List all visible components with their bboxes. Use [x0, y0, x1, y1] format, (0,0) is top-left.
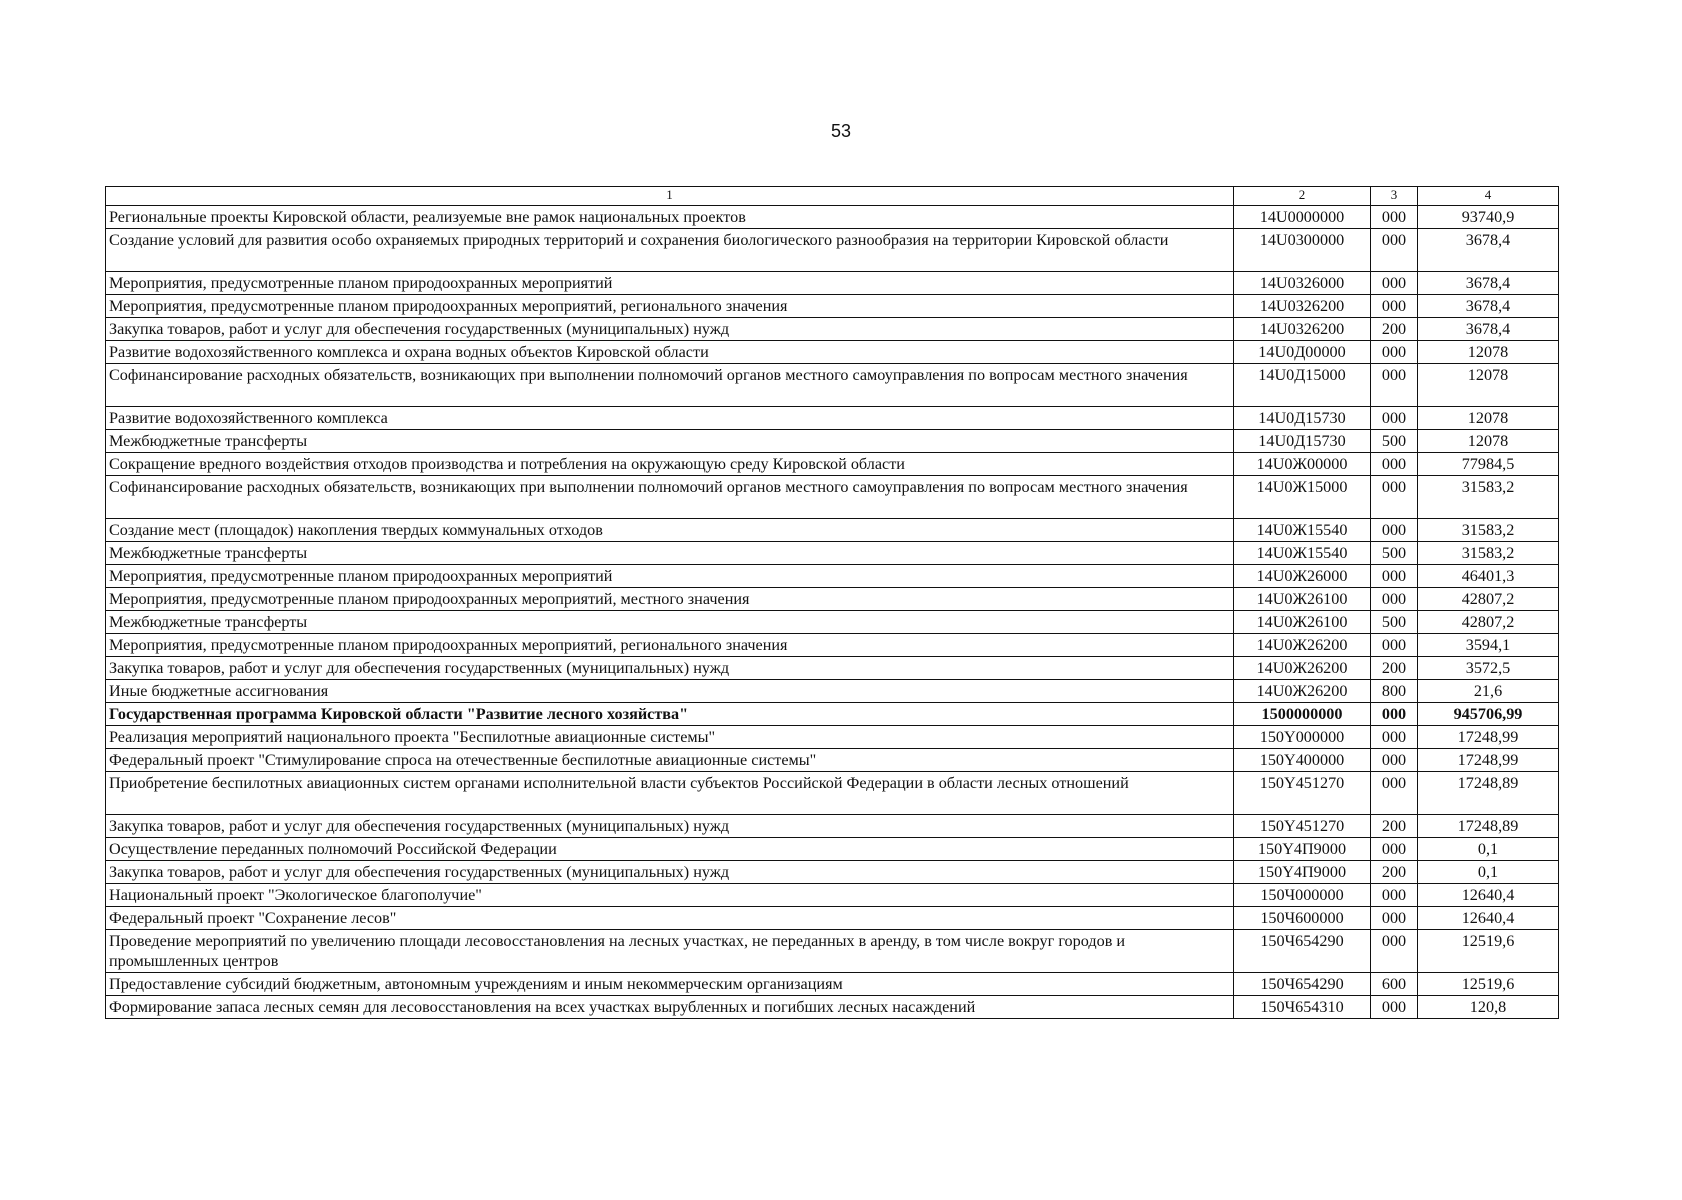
row-code-cell: 150Y451270	[1234, 815, 1371, 838]
row-name-cell: Межбюджетные трансферты	[106, 542, 1234, 565]
table-row	[106, 206, 1559, 229]
table-row	[106, 565, 1559, 588]
row-code-cell: 14U0300000	[1234, 229, 1371, 272]
row-amount-cell: 3678,4	[1418, 318, 1559, 341]
row-amount-cell: 42807,2	[1418, 588, 1559, 611]
row-name-cell: Федеральный проект "Стимулирование спроса на отечественные беспилотные авиационные системы"	[106, 749, 1234, 772]
row-amount-cell: 12078	[1418, 407, 1559, 430]
table-row	[106, 341, 1559, 364]
row-name-cell: Создание мест (площадок) накопления твердых коммунальных отходов	[106, 519, 1234, 542]
row-amount-cell: 120,8	[1418, 996, 1559, 1019]
row-name-cell: Межбюджетные трансферты	[106, 611, 1234, 634]
table-row	[106, 229, 1559, 272]
row-amount-cell: 945706,99	[1418, 703, 1559, 726]
row-type-cell: 000	[1371, 295, 1418, 318]
table-row	[106, 772, 1559, 815]
row-amount-cell: 12078	[1418, 430, 1559, 453]
row-type-cell: 000	[1371, 476, 1418, 519]
row-code-cell: 1500000000	[1234, 703, 1371, 726]
row-name-cell: Приобретение беспилотных авиационных систем органами исполнительной власти субъектов Российской Федерации в области лесных отношений	[106, 772, 1234, 815]
table-row	[106, 726, 1559, 749]
row-type-cell: 000	[1371, 407, 1418, 430]
row-type-cell: 000	[1371, 588, 1418, 611]
row-code-cell: 14U0Ж15540	[1234, 519, 1371, 542]
table-row	[106, 657, 1559, 680]
row-amount-cell: 3594,1	[1418, 634, 1559, 657]
row-code-cell: 150Ч654310	[1234, 996, 1371, 1019]
row-type-cell: 200	[1371, 861, 1418, 884]
row-code-cell: 14U0326200	[1234, 295, 1371, 318]
table-row	[106, 611, 1559, 634]
row-code-cell: 14U0Ж26200	[1234, 657, 1371, 680]
row-type-cell: 500	[1371, 542, 1418, 565]
row-name-cell: Мероприятия, предусмотренные планом природоохранных мероприятий, регионального значения	[106, 295, 1234, 318]
row-code-cell: 150Ч654290	[1234, 930, 1371, 973]
row-code-cell: 150Ч654290	[1234, 973, 1371, 996]
row-type-cell: 000	[1371, 272, 1418, 295]
row-amount-cell: 31583,2	[1418, 519, 1559, 542]
header-col-3: 3	[1371, 187, 1418, 206]
table-row	[106, 815, 1559, 838]
row-code-cell: 150Y4П9000	[1234, 861, 1371, 884]
table-row	[106, 838, 1559, 861]
row-amount-cell: 12519,6	[1418, 973, 1559, 996]
row-code-cell: 150Ч600000	[1234, 907, 1371, 930]
row-amount-cell: 17248,99	[1418, 749, 1559, 772]
row-name-cell: Софинансирование расходных обязательств, возникающих при выполнении полномочий органов местного самоуправления по вопросам местного значения	[106, 476, 1234, 519]
row-name-cell: Формирование запаса лесных семян для лесовосстановления на всех участках вырубленных и погибших лесных насаждений	[106, 996, 1234, 1019]
row-type-cell: 000	[1371, 838, 1418, 861]
row-name-cell: Развитие водохозяйственного комплекса и охрана водных объектов Кировской области	[106, 341, 1234, 364]
row-name-cell: Государственная программа Кировской области "Развитие лесного хозяйства"	[106, 703, 1234, 726]
table-row	[106, 680, 1559, 703]
budget-table	[105, 186, 1559, 1019]
row-name-cell: Мероприятия, предусмотренные планом природоохранных мероприятий	[106, 565, 1234, 588]
row-name-cell: Мероприятия, предусмотренные планом природоохранных мероприятий, местного значения	[106, 588, 1234, 611]
row-code-cell: 14U0Ж26000	[1234, 565, 1371, 588]
row-type-cell: 000	[1371, 749, 1418, 772]
row-code-cell: 150Y000000	[1234, 726, 1371, 749]
row-code-cell: 14U0000000	[1234, 206, 1371, 229]
header-col-2: 2	[1234, 187, 1371, 206]
row-name-cell: Сокращение вредного воздействия отходов производства и потребления на окружающую среду Кировской области	[106, 453, 1234, 476]
row-amount-cell: 77984,5	[1418, 453, 1559, 476]
row-code-cell: 14U0Ж26100	[1234, 588, 1371, 611]
table-row	[106, 973, 1559, 996]
table-row	[106, 519, 1559, 542]
row-amount-cell: 17248,99	[1418, 726, 1559, 749]
row-amount-cell: 12078	[1418, 341, 1559, 364]
table-row	[106, 996, 1559, 1019]
row-name-cell: Развитие водохозяйственного комплекса	[106, 407, 1234, 430]
row-amount-cell: 12519,6	[1418, 930, 1559, 973]
row-code-cell: 14U0326000	[1234, 272, 1371, 295]
row-amount-cell: 12640,4	[1418, 907, 1559, 930]
row-amount-cell: 42807,2	[1418, 611, 1559, 634]
row-amount-cell: 3678,4	[1418, 229, 1559, 272]
row-code-cell: 150Y451270	[1234, 772, 1371, 815]
row-code-cell: 14U0Д15730	[1234, 407, 1371, 430]
row-amount-cell: 93740,9	[1418, 206, 1559, 229]
row-name-cell: Иные бюджетные ассигнования	[106, 680, 1234, 703]
row-name-cell: Межбюджетные трансферты	[106, 430, 1234, 453]
row-amount-cell: 17248,89	[1418, 772, 1559, 815]
table-row	[106, 430, 1559, 453]
row-name-cell: Закупка товаров, работ и услуг для обеспечения государственных (муниципальных) нужд	[106, 318, 1234, 341]
row-amount-cell: 21,6	[1418, 680, 1559, 703]
row-type-cell: 000	[1371, 772, 1418, 815]
row-type-cell: 600	[1371, 973, 1418, 996]
table-header-row	[106, 187, 1559, 206]
table-row	[106, 703, 1559, 726]
row-type-cell: 200	[1371, 815, 1418, 838]
row-name-cell: Реализация мероприятий национального проекта "Беспилотные авиационные системы"	[106, 726, 1234, 749]
header-col-1: 1	[106, 187, 1234, 206]
row-type-cell: 000	[1371, 726, 1418, 749]
row-name-cell: Мероприятия, предусмотренные планом природоохранных мероприятий	[106, 272, 1234, 295]
row-name-cell: Предоставление субсидий бюджетным, автономным учреждениям и иным некоммерческим организациям	[106, 973, 1234, 996]
row-type-cell: 000	[1371, 930, 1418, 973]
row-code-cell: 14U0Д15000	[1234, 364, 1371, 407]
table-row	[106, 364, 1559, 407]
row-type-cell: 500	[1371, 611, 1418, 634]
row-type-cell: 000	[1371, 996, 1418, 1019]
row-type-cell: 000	[1371, 453, 1418, 476]
row-code-cell: 14U0Ж15540	[1234, 542, 1371, 565]
row-code-cell: 14U0Д00000	[1234, 341, 1371, 364]
table-row	[106, 930, 1559, 973]
row-type-cell: 000	[1371, 634, 1418, 657]
row-type-cell: 000	[1371, 229, 1418, 272]
row-code-cell: 150Y400000	[1234, 749, 1371, 772]
table-row	[106, 295, 1559, 318]
row-code-cell: 14U0Ж26100	[1234, 611, 1371, 634]
row-name-cell: Софинансирование расходных обязательств, возникающих при выполнении полномочий органов местного самоуправления по вопросам местного значения	[106, 364, 1234, 407]
row-name-cell: Создание условий для развития особо охраняемых природных территорий и сохранения биологического разнообразия на территории Кировской области	[106, 229, 1234, 272]
table-row	[106, 861, 1559, 884]
row-type-cell: 200	[1371, 657, 1418, 680]
table-row	[106, 588, 1559, 611]
table-row	[106, 907, 1559, 930]
row-name-cell: Мероприятия, предусмотренные планом природоохранных мероприятий, регионального значения	[106, 634, 1234, 657]
row-name-cell: Региональные проекты Кировской области, реализуемые вне рамок национальных проектов	[106, 206, 1234, 229]
row-amount-cell: 0,1	[1418, 838, 1559, 861]
table-row	[106, 453, 1559, 476]
row-code-cell: 14U0Ж15000	[1234, 476, 1371, 519]
row-code-cell: 14U0Ж00000	[1234, 453, 1371, 476]
row-amount-cell: 0,1	[1418, 861, 1559, 884]
row-amount-cell: 3678,4	[1418, 295, 1559, 318]
table-body	[106, 206, 1559, 1019]
row-code-cell: 150Y4П9000	[1234, 838, 1371, 861]
row-code-cell: 14U0Д15730	[1234, 430, 1371, 453]
row-type-cell: 000	[1371, 703, 1418, 726]
table-row	[106, 476, 1559, 519]
row-name-cell: Закупка товаров, работ и услуг для обеспечения государственных (муниципальных) нужд	[106, 861, 1234, 884]
table-row	[106, 407, 1559, 430]
table-row	[106, 749, 1559, 772]
table-row	[106, 272, 1559, 295]
row-name-cell: Федеральный проект "Сохранение лесов"	[106, 907, 1234, 930]
row-amount-cell: 46401,3	[1418, 565, 1559, 588]
row-name-cell: Национальный проект "Экологическое благополучие"	[106, 884, 1234, 907]
row-type-cell: 000	[1371, 565, 1418, 588]
row-type-cell: 000	[1371, 341, 1418, 364]
row-name-cell: Осуществление переданных полномочий Российской Федерации	[106, 838, 1234, 861]
table-row	[106, 634, 1559, 657]
row-amount-cell: 12640,4	[1418, 884, 1559, 907]
header-col-4: 4	[1418, 187, 1559, 206]
row-code-cell: 14U0Ж26200	[1234, 680, 1371, 703]
row-type-cell: 000	[1371, 907, 1418, 930]
row-amount-cell: 3678,4	[1418, 272, 1559, 295]
row-amount-cell: 17248,89	[1418, 815, 1559, 838]
row-type-cell: 000	[1371, 519, 1418, 542]
row-type-cell: 200	[1371, 318, 1418, 341]
row-amount-cell: 31583,2	[1418, 476, 1559, 519]
page-number: 53	[830, 121, 852, 141]
row-code-cell: 14U0326200	[1234, 318, 1371, 341]
row-type-cell: 000	[1371, 884, 1418, 907]
table-row	[106, 542, 1559, 565]
row-type-cell: 500	[1371, 430, 1418, 453]
row-amount-cell: 31583,2	[1418, 542, 1559, 565]
table-row	[106, 884, 1559, 907]
row-code-cell: 150Ч000000	[1234, 884, 1371, 907]
row-type-cell: 000	[1371, 206, 1418, 229]
row-name-cell: Проведение мероприятий по увеличению площади лесовосстановления на лесных участках, не переданных в аренду, в том числе вокруг городов и промышленных центров	[106, 930, 1234, 973]
row-name-cell: Закупка товаров, работ и услуг для обеспечения государственных (муниципальных) нужд	[106, 657, 1234, 680]
row-amount-cell: 3572,5	[1418, 657, 1559, 680]
table-row	[106, 318, 1559, 341]
row-type-cell: 800	[1371, 680, 1418, 703]
row-type-cell: 000	[1371, 364, 1418, 407]
row-amount-cell: 12078	[1418, 364, 1559, 407]
row-code-cell: 14U0Ж26200	[1234, 634, 1371, 657]
row-name-cell: Закупка товаров, работ и услуг для обеспечения государственных (муниципальных) нужд	[106, 815, 1234, 838]
